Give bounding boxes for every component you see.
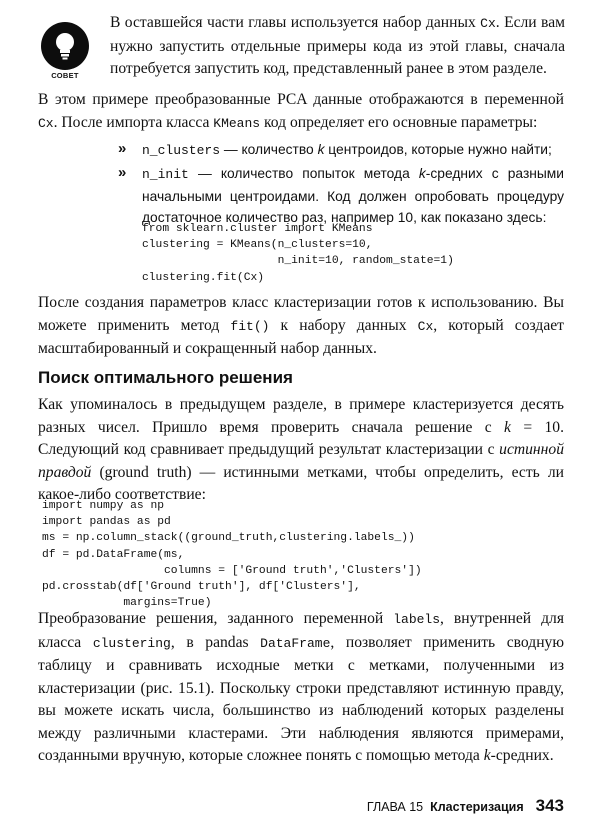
page-footer	[367, 796, 564, 816]
footer-chapter: ГЛАВА 15	[366, 800, 424, 814]
page-number: 343	[535, 796, 564, 815]
tip-label: СОВЕТ	[51, 71, 79, 80]
lightbulb-icon	[41, 22, 89, 70]
code-block-kmeans: from sklearn.cluster import KMeans clustering = KMeans(n_clusters=10, n_init=10, random_state=1) clustering.fit(Cx)	[142, 223, 454, 284]
bullet-marker: »	[118, 140, 127, 157]
paragraph-intro: В этом примере преобразованные PCA данные отображаются в переменной Cx. После импорта класса KMeans код определяет его основные параметры:	[38, 91, 564, 131]
bullet-n-init: n_init — количество попыток метода k-средних с разными начальными центроидами. Код должен опробовать процедуру достаточное количество раз, например 10, как показано здесь:	[142, 166, 564, 225]
bullet-n-clusters: n_clusters — количество k центроидов, которые нужно найти;	[142, 142, 552, 158]
paragraph-labels: Преобразование решения, заданного переменной labels, внутренней для класса clustering, в pandas DataFrame, позволяет применить сводную таблицу и сравнивать исходные метки с метками, полученными из кластеризации (рис. 15.1). Поскольку строки представляют истинную правду, вы можете искать числа, большинство из наблюдений которых разделены между различными кластерами. Эти наблюдения являются примерами, созданными вручную, которые сложнее понять с помощью метода k-средних.	[38, 610, 565, 764]
code-block-crosstab: import numpy as np import pandas as pd ms = np.column_stack((ground_truth,clustering.labels_)) df = pd.DataFrame(ms, columns = ['Ground truth','Clusters']) pd.crosstab(df['Ground truth'], df['Clusters'], margins=True)	[42, 500, 422, 610]
tip-text: В оставшейся части главы используется набор данных Cx. Если вам нужно запустить отдельные примеры кода из этой главы, сначала потребуется запустить код, представленный ранее в этом разделе.	[110, 14, 565, 77]
bullet-marker: »	[118, 164, 127, 181]
paragraph-fit: После создания параметров класс кластеризации готов к использованию. Вы можете применить метод fit() к набору данных Cx, который создает масштабированный и сокращенный набор данных.	[38, 294, 564, 357]
paragraph-ground-truth: Как упоминалось в предыдущем разделе, в примере кластеризуется десять разных чисел. Пришло время проверить сначала решение с k = 10. Следующий код сравнивает предыдущий результат кластеризации с истинной правдой (ground truth) — истинными метками, чтобы определить, есть ли какое-либо соответствие:	[38, 396, 564, 503]
footer-chapter-title: Кластеризация	[430, 800, 524, 814]
tip-lightbulb-icon	[41, 22, 89, 70]
section-heading: Поиск оптимального решения	[38, 368, 293, 387]
